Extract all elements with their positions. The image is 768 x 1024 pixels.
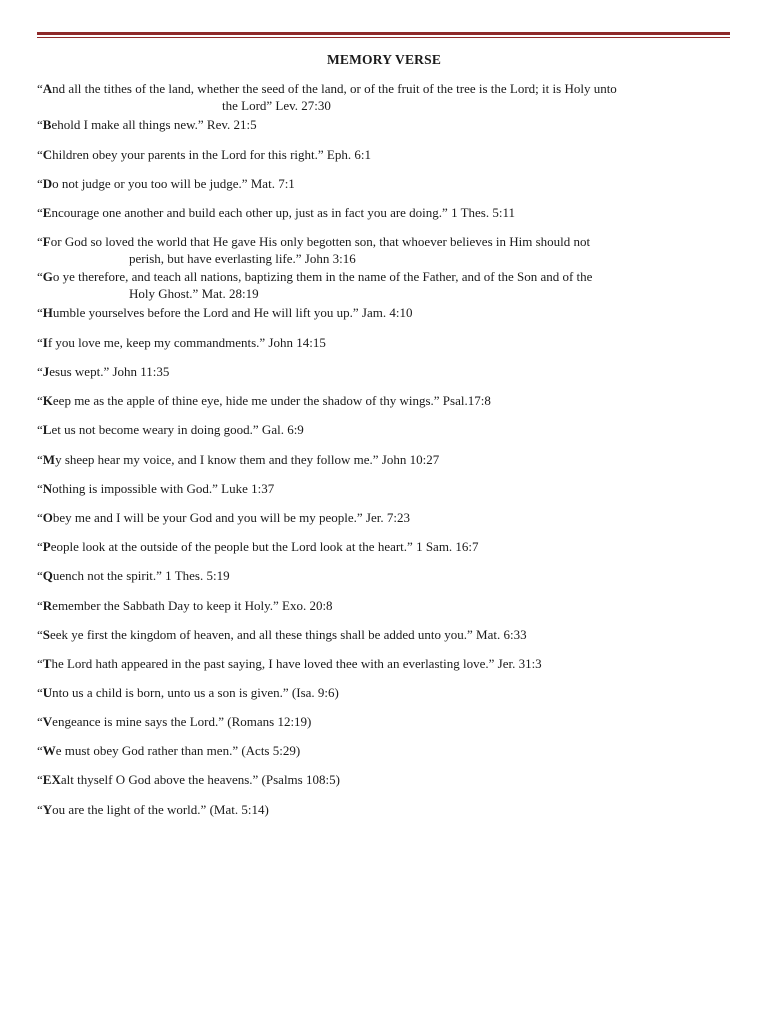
verse-line: “EXalt thyself O God above the heavens.” (Psalms 108:5) [37,772,340,787]
verse-initial: Q [42,568,53,583]
verse-text: esus wept.” John 11:35 [49,364,170,379]
verse-text: y sheep hear my voice, and I know them and they follow me.” John 10:27 [55,452,440,467]
verse-line: “Children obey your parents in the Lord for this right.” Eph. 6:1 [37,147,371,162]
verse-initial: Y [42,802,53,817]
verse-continuation: perish, but have everlasting life.” John 3:16 [129,251,356,266]
verse-initial: H [42,305,53,320]
verse-item [37,684,737,701]
verse-text: o not judge or you too will be judge.” Mat. 7:1 [52,176,295,191]
verse-text: nto us a child is born, unto us a son is given.” (Isa. 9:6) [52,685,339,700]
verse-line: “Humble yourselves before the Lord and He will lift you up.” Jam. 4:10 [37,305,413,320]
verse-item [37,175,737,192]
verse-line: “Remember the Sabbath Day to keep it Holy.” Exo. 20:8 [37,598,333,613]
verse-line: “Quench not the spirit.” 1 Thes. 5:19 [37,568,230,583]
verse-initial: B [42,117,52,132]
verse-text: e must obey God rather than men.” (Acts 5:29) [55,743,301,758]
verse-item [37,451,737,468]
verse-text: emember the Sabbath Day to keep it Holy.” Exo. 20:8 [52,598,333,613]
verse-item [37,268,737,302]
header-rule-thick [37,32,730,35]
verse-initial: E [42,205,52,220]
verse-text: hildren obey your parents in the Lord for this right.” Eph. 6:1 [52,147,371,162]
verse-item [37,116,737,133]
verse-item [37,204,737,221]
verse-initial: J [42,364,50,379]
verse-continuation: Holy Ghost.” Mat. 28:19 [129,286,259,301]
verse-item [37,421,737,438]
verse-text: or God so loved the world that He gave His only begotten son, that whoever believes in Him should not [50,234,591,249]
verse-text: eople look at the outside of the people but the Lord look at the heart.” 1 Sam. 16:7 [50,539,479,554]
verse-item [37,771,737,788]
verse-item [37,567,737,584]
verse-line: “Unto us a child is born, unto us a son is given.” (Isa. 9:6) [37,685,339,700]
verse-text: ehold I make all things new.” Rev. 21:5 [51,117,257,132]
verse-initial: A [42,81,53,96]
verse-line: “The Lord hath appeared in the past saying, I have loved thee with an everlasting love.” Jer. 31:3 [37,656,542,671]
verse-item [37,233,737,267]
verse-initial: N [42,481,53,496]
verse-initial: R [42,598,53,613]
verse-initial: K [42,393,53,408]
verse-text: uench not the spirit.” 1 Thes. 5:19 [52,568,230,583]
verse-text: he Lord hath appeared in the past saying, I have loved thee with an everlasting love.” Jer. 31:3 [51,656,542,671]
verse-item [37,80,737,114]
verse-line: “Encourage one another and build each other up, just as in fact you are doing.” 1 Thes. 5:11 [37,205,515,220]
verse-item [37,626,737,643]
verse-initial: C [42,147,53,162]
verse-line: “Jesus wept.” John 11:35 [37,364,170,379]
verse-initial: S [42,627,51,642]
header-rule-thin [37,37,730,38]
verse-text: nd all the tithes of the land, whether the seed of the land, or of the fruit of the tree is the Lord; it is Holy unto [52,81,617,96]
verse-line: “Let us not become weary in doing good.” Gal. 6:9 [37,422,304,437]
verse-item [37,304,737,321]
verse-item [37,480,737,497]
verse-initial: EX [42,772,61,787]
verse-line: “Vengeance is mine says the Lord.” (Romans 12:19) [37,714,312,729]
verse-initial: V [42,714,53,729]
verse-item [37,146,737,163]
verse-item [37,713,737,730]
verse-line: “Go ye therefore, and teach all nations, baptizing them in the name of the Father, and of the Son and of the [37,269,593,284]
verse-text: engeance is mine says the Lord.” (Romans 12:19) [52,714,312,729]
verse-line: “Nothing is impossible with God.” Luke 1:37 [37,481,275,496]
verse-item [37,363,737,380]
verse-text: et us not become weary in doing good.” Gal. 6:9 [51,422,304,437]
verse-text: umble yourselves before the Lord and He will lift you up.” Jam. 4:10 [52,305,413,320]
verse-initial: I [42,335,48,350]
verse-item [37,801,737,818]
page-title: MEMORY VERSE [326,52,442,67]
verse-initial: G [42,269,53,284]
verse-initial: T [42,656,52,671]
verse-text: o ye therefore, and teach all nations, baptizing them in the name of the Father, and of the Son and of the [52,269,593,284]
verse-line: “And all the tithes of the land, whether the seed of the land, or of the fruit of the tree is the Lord; it is Holy unto [37,81,617,96]
verse-line: “If you love me, keep my commandments.” John 14:15 [37,335,326,350]
verse-item [37,597,737,614]
verse-text: ncourage one another and build each other up, just as in fact you are doing.” 1 Thes. 5:11 [51,205,515,220]
verse-item [37,742,737,759]
verse-initial: L [42,422,52,437]
verse-initial: U [42,685,53,700]
verse-continuation: the Lord” Lev. 27:30 [222,98,331,113]
verse-text: bey me and I will be your God and you will be my people.” Jer. 7:23 [52,510,410,525]
verse-text: ou are the light of the world.” (Mat. 5:14) [52,802,269,817]
verse-line: “Do not judge or you too will be judge.” Mat. 7:1 [37,176,295,191]
verse-initial: P [42,539,51,554]
verse-item [37,334,737,351]
verse-line: “Keep me as the apple of thine eye, hide me under the shadow of thy wings.” Psal.17:8 [37,393,491,408]
verse-line: “You are the light of the world.” (Mat. 5:14) [37,802,269,817]
verse-item [37,509,737,526]
verse-initial: D [42,176,53,191]
verse-line: “For God so loved the world that He gave His only begotten son, that whoever believes in Him should not [37,234,591,249]
verse-text: alt thyself O God above the heavens.” (Psalms 108:5) [60,772,340,787]
verse-text: f you love me, keep my commandments.” John 14:15 [47,335,326,350]
verse-line: “We must obey God rather than men.” (Acts 5:29) [37,743,301,758]
verse-text: othing is impossible with God.” Luke 1:37 [52,481,275,496]
verse-line: “My sheep hear my voice, and I know them and they follow me.” John 10:27 [37,452,440,467]
verse-item [37,538,737,555]
verse-line: “People look at the outside of the people but the Lord look at the heart.” 1 Sam. 16:7 [37,539,479,554]
verse-line: “Behold I make all things new.” Rev. 21:5 [37,117,257,132]
verse-initial: W [42,743,56,758]
verse-text: eek ye first the kingdom of heaven, and all these things shall be added unto you.” Mat. 6:33 [50,627,527,642]
verse-initial: O [42,510,53,525]
verse-text: eep me as the apple of thine eye, hide me under the shadow of thy wings.” Psal.17:8 [52,393,491,408]
verse-initial: M [42,452,56,467]
verse-line: “Seek ye first the kingdom of heaven, and all these things shall be added unto you.” Mat. 6:33 [37,627,527,642]
verse-initial: F [42,234,51,249]
verse-line: “Obey me and I will be your God and you will be my people.” Jer. 7:23 [37,510,410,525]
verse-item [37,655,737,672]
verse-item [37,392,737,409]
